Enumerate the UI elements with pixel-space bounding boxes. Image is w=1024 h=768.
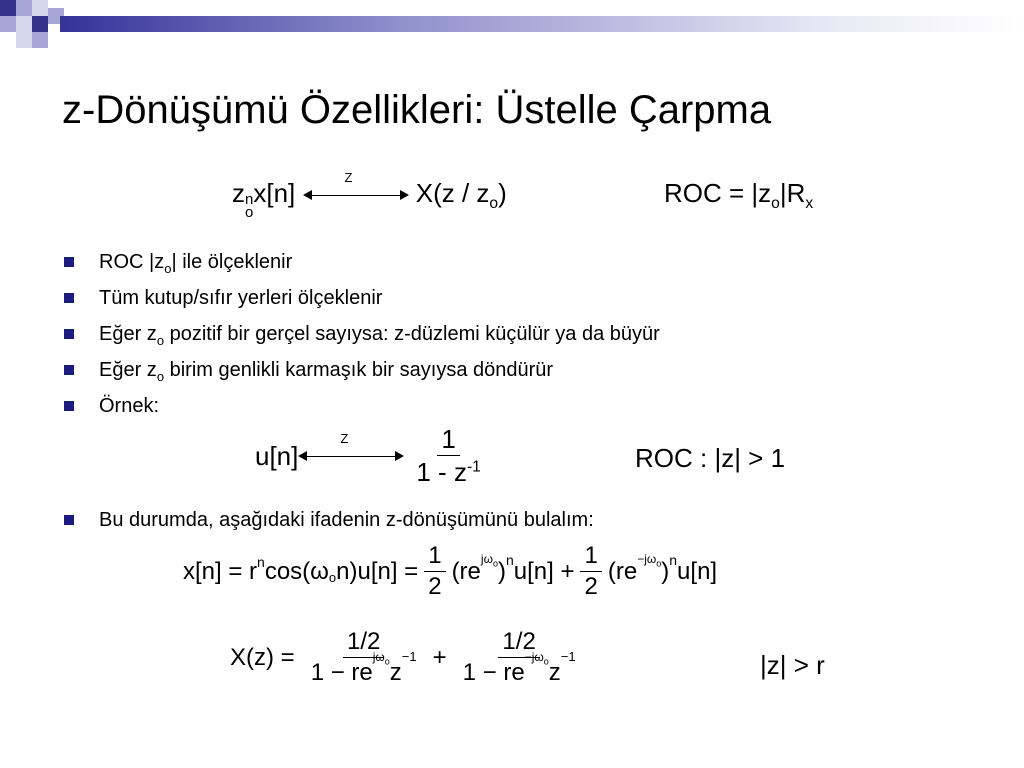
eq4-f1-den-sup-sub: o xyxy=(384,656,390,667)
eq3-f1-denominator: 2 xyxy=(428,573,442,600)
list-item xyxy=(62,248,962,284)
eq2-den-text: 1 - z xyxy=(416,457,467,487)
eq3-t1-sup-text: jω xyxy=(480,552,493,567)
eq3-t1: (re xyxy=(451,557,481,585)
arrow-label: Z xyxy=(340,430,349,446)
eq4-plus: + xyxy=(432,643,447,671)
list-item xyxy=(62,506,999,542)
eq3-t2-close: ) xyxy=(661,557,670,585)
equation-transform-result xyxy=(230,630,586,685)
eq4-fraction-2 xyxy=(459,630,580,685)
equation-example xyxy=(255,426,491,485)
eq3-f2-numerator: 1 xyxy=(580,544,601,572)
list-item xyxy=(62,320,962,356)
equation-signal-expansion: x[n] = r $^n$ cos(ω $_o$ n)u[n] = $\frac{1}{2}$ (re $^{j\omega_o}$ ) $^n$ u[n] + $\frac{1}{2}$ (re $^{-j\omega_o}$ ) $^n$ u[n] xyxy=(183,542,718,600)
bullet-marker xyxy=(64,329,74,339)
header-square xyxy=(16,32,32,48)
header-square xyxy=(16,16,32,32)
eq2-fraction xyxy=(412,426,484,485)
equation-scaling-pair xyxy=(232,170,507,221)
list-item xyxy=(62,392,962,428)
eq4-f1-den-post-sup: −1 xyxy=(401,649,417,664)
list-item xyxy=(62,284,962,320)
eq2-lhs: u[n] xyxy=(255,440,299,471)
bullet-sub: o xyxy=(164,261,172,276)
bullet-marker xyxy=(64,365,74,375)
z-transform-arrow xyxy=(298,430,404,468)
header-square xyxy=(16,0,32,16)
header-square xyxy=(32,16,48,32)
eq4-f1-numerator: 1/2 xyxy=(343,630,384,658)
z-transform-arrow xyxy=(303,170,409,207)
eq1-roc-sub2: x xyxy=(805,195,814,213)
header-square xyxy=(0,16,16,32)
eq3-t1-sup xyxy=(480,552,498,569)
eq1-roc-rest: |R xyxy=(779,178,806,208)
eq3-t2: (re xyxy=(607,557,638,585)
eq3-f1-numerator: 1 xyxy=(424,544,445,572)
list-item xyxy=(62,356,962,392)
eq4-f1-den-sup xyxy=(372,650,390,667)
eq3-t2-sup xyxy=(637,552,662,569)
eq1-roc xyxy=(664,178,814,213)
header-square xyxy=(32,32,48,48)
header-gradient-bar xyxy=(60,16,1024,32)
bullet-sub: o xyxy=(156,333,165,348)
eq4-roc: |z| > r xyxy=(760,650,825,680)
header-square xyxy=(32,0,48,16)
eq3-t1-rest: u[n] + xyxy=(513,557,575,585)
eq3-t1-sup-sub: o xyxy=(492,558,498,569)
eq3-cos: cos(ω xyxy=(264,557,329,585)
eq1-rhs-close: ) xyxy=(498,178,507,208)
eq2-denominator xyxy=(412,456,484,485)
page-title: z-Dönüşümü Özellikleri: Üstelle Çarpma xyxy=(62,88,772,132)
eq3-fraction-1 xyxy=(424,544,445,599)
bullet-text: Eğer z xyxy=(99,323,157,345)
eq3-fraction-2 xyxy=(580,544,601,599)
eq1-roc-text: ROC = |z xyxy=(664,178,772,208)
bullet-sub: o xyxy=(156,369,165,384)
eq1-lhs-sub: o xyxy=(245,204,254,221)
eq4-f1-den-post: z xyxy=(389,659,402,686)
bullet-text: Tüm kutup/sıfır yerleri ölçeklenir xyxy=(99,287,383,309)
eq1-lhs-sup: n xyxy=(245,191,254,208)
header-decoration xyxy=(0,0,1024,60)
bullet-text: pozitif bir gerçel sayıysa: z-düzlemi küçülür ya da büyür xyxy=(164,323,660,345)
eq3-t2-sup-text: −jω xyxy=(637,552,657,567)
eq1-roc-sub: o xyxy=(771,195,780,213)
eq2-numerator: 1 xyxy=(437,426,459,456)
bullet-text: Bu durumda, aşağıdaki ifadenin z-dönüşümünü bulalım: xyxy=(99,509,594,531)
eq4-f2-den-sup-text: −jω xyxy=(524,650,544,664)
eq4-f2-den-pre: 1 − re xyxy=(462,659,525,686)
bullet-marker xyxy=(64,257,74,267)
eq1-rhs-sub: o xyxy=(489,195,499,213)
eq4-f2-den-sup-sub: o xyxy=(543,656,549,667)
bullet-text: ROC |z xyxy=(99,251,165,273)
bullet-text: Örnek: xyxy=(99,395,160,417)
bullet-marker xyxy=(64,515,74,525)
eq1-lhs-rest: x[n] xyxy=(253,178,296,208)
eq1-lhs-base: z xyxy=(232,178,245,208)
eq2-den-sup: -1 xyxy=(466,458,481,476)
bullet-text: | ile ölçeklenir xyxy=(171,251,293,273)
bullet-marker xyxy=(64,293,74,303)
arrow-label: Z xyxy=(344,170,353,186)
eq3-f2-denominator: 2 xyxy=(584,573,598,600)
eq2-roc: ROC : |z| > 1 xyxy=(635,443,786,473)
eq4-f2-numerator: 1/2 xyxy=(498,630,539,658)
eq3-cos-rest: n)u[n] = xyxy=(336,557,419,585)
bullet-text: Eğer z xyxy=(99,359,157,381)
eq4-f2-den-sup xyxy=(524,650,549,667)
eq3-lhs: x[n] = r xyxy=(183,557,258,585)
eq4-f2-den-post: z xyxy=(548,659,561,686)
eq4-f2-den-post-sup: −1 xyxy=(560,649,576,664)
eq3-t2-rest: u[n] xyxy=(677,557,718,585)
eq4-f1-den-sup-text: jω xyxy=(372,650,385,664)
eq3-t2-sup-sub: o xyxy=(656,558,662,569)
eq3-t1-close: ) xyxy=(497,557,506,585)
bullet-text: birim genlikli karmaşık bir sayıysa döndürür xyxy=(164,359,554,381)
eq4-f1-den-pre: 1 − re xyxy=(310,659,373,686)
eq4-fraction-1 xyxy=(307,630,421,685)
bullet-list xyxy=(62,248,962,428)
bullet-marker xyxy=(64,401,74,411)
header-square xyxy=(0,0,16,16)
eq4-lhs: X(z) = xyxy=(230,643,295,671)
eq1-rhs: X(z / z xyxy=(415,178,490,208)
